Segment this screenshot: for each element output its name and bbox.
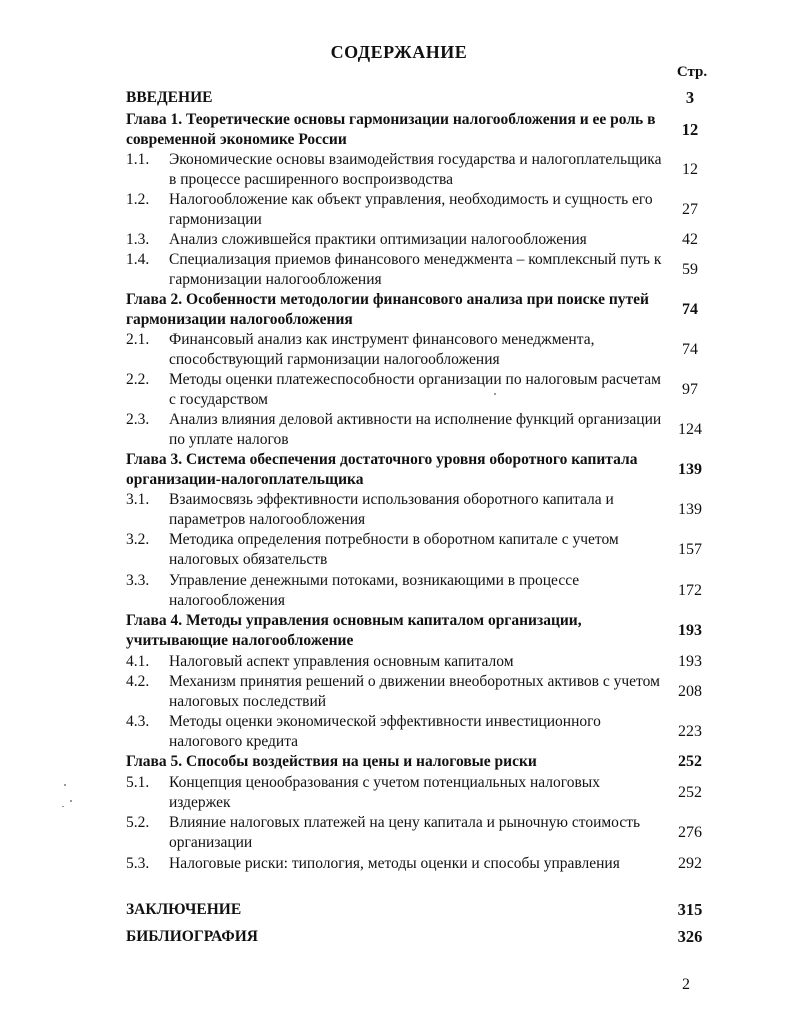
toc-entry-5-1: [126, 773, 718, 813]
toc-entry-number: 4.1.: [126, 653, 150, 670]
toc-entry-text: Анализ сложившейся практики оптимизации налогообложения: [169, 231, 587, 248]
toc-entry-text: Глава 4. Методы управления основным капиталом организации, учитывающие налогообложение: [126, 612, 582, 649]
toc-entry-chapter-2: [126, 290, 718, 330]
scan-speck: [494, 393, 496, 395]
toc-entry-chapter-1: [126, 110, 718, 150]
scan-speck: [62, 806, 64, 807]
toc-entry-page: 315: [677, 900, 703, 919]
toc-entry-3-3: [126, 571, 718, 611]
toc-entry-text: Налогообложение как объект управления, необходимость и сущность его гармонизации: [169, 191, 653, 228]
toc-entry-text: Налоговые риски: типология, методы оценки и способы управления: [169, 855, 620, 872]
toc-entry-page: 223: [678, 723, 702, 740]
toc-entry-4-3: [126, 712, 718, 752]
toc-entry-text: Управление денежными потоками, возникающими в процессе налогообложения: [169, 572, 580, 609]
toc-entry-page: 42: [682, 231, 698, 248]
toc-entry-page: 193: [678, 622, 702, 639]
toc-entry-2-1: [126, 330, 718, 370]
toc-entry-5-2: [126, 813, 718, 853]
toc-entry-page: 97: [682, 381, 698, 398]
toc-entry-1-2: [126, 190, 718, 230]
toc-entry-page: 59: [682, 261, 698, 278]
toc-entry-text: ВВЕДЕНИЕ: [126, 89, 213, 106]
toc-entry-page: 74: [682, 301, 698, 318]
toc-entry-bibliography: [126, 927, 718, 947]
toc-entry-2-3: [126, 410, 718, 450]
toc-entry-page: 139: [678, 461, 702, 478]
toc-entry-page: 208: [678, 683, 702, 700]
toc-entry-1-4: [126, 250, 718, 290]
toc-entry-page: 326: [677, 927, 703, 946]
toc-entry-text: Методика определения потребности в оборотном капитале с учетом налоговых обязательств: [169, 531, 619, 568]
toc-entry-2-2: [126, 370, 718, 410]
toc-entry-number: 1.3.: [126, 231, 150, 248]
toc-entry-number: 1.1.: [126, 151, 150, 168]
toc-entry-page: 292: [678, 855, 702, 872]
toc-entry-number: 5.1.: [126, 774, 150, 791]
toc-entry-number: 2.2.: [126, 371, 150, 388]
toc-entry-number: 2.1.: [126, 331, 150, 348]
toc-entry-page: 12: [681, 120, 699, 139]
toc-entry-number: 4.3.: [126, 713, 150, 730]
toc-entry-page: 172: [678, 582, 702, 599]
toc-entry-text: Глава 3. Система обеспечения достаточного уровня оборотного капитала организации-налогоплательщика: [126, 451, 638, 488]
toc-entry-chapter-3: [126, 450, 718, 490]
toc-entry-chapter-4: [126, 611, 718, 651]
toc-entry-text: Взаимосвязь эффективности использования оборотного капитала и параметров налогообложения: [169, 491, 614, 528]
toc-entry-number: 1.2.: [126, 191, 150, 208]
toc-entry-text: ЗАКЛЮЧЕНИЕ: [126, 901, 242, 918]
toc-entry-page: 74: [682, 341, 698, 358]
toc-entry-text: Методы оценки платежеспособности организации по налоговым расчетам с государством: [169, 371, 661, 408]
toc-entry-page: 27: [682, 201, 698, 218]
scan-speck: [70, 800, 72, 802]
toc-entry-number: 5.2.: [126, 814, 150, 831]
toc-entry-page: 157: [678, 541, 702, 558]
toc-entry-text: Глава 1. Теоретические основы гармонизации налогообложения и ее роль в современной экономике России: [126, 111, 656, 148]
toc-entry-text: Методы оценки экономической эффективности инвестиционного налогового кредита: [169, 713, 601, 750]
toc-entry-text: Налоговый аспект управления основным капиталом: [169, 653, 514, 670]
toc-entry-text: Концепция ценообразования с учетом потенциальных налоговых издержек: [169, 774, 600, 811]
toc-entry-page: 252: [678, 753, 702, 770]
toc-entry-page: 3: [685, 88, 695, 107]
toc-entry-text: Специализация приемов финансового менеджмента – комплексный путь к гармонизации налогообложения: [169, 251, 662, 288]
page-title: СОДЕРЖАНИЕ: [330, 42, 468, 62]
toc-entry-number: 4.2.: [126, 673, 150, 690]
page-column-label: Стр.: [676, 64, 708, 80]
toc-entry-4-1: [126, 652, 718, 672]
toc-entry-number: 3.3.: [126, 572, 150, 589]
scan-speck: [64, 784, 66, 786]
toc-entry-text: БИБЛИОГРАФИЯ: [126, 928, 258, 945]
toc-entry-number: 3.2.: [126, 531, 150, 548]
toc-entry-3-1: [126, 490, 718, 530]
toc-entry-page: 276: [678, 824, 702, 841]
toc-entry-page: 12: [682, 161, 698, 178]
toc-entry-number: 1.4.: [126, 251, 150, 268]
toc-entry-chapter-5: [126, 752, 718, 772]
toc-entry-5-3: [126, 854, 718, 874]
toc-entry-text: Механизм принятия решений о движении внеоборотных активов с учетом налоговых последствий: [169, 673, 660, 710]
toc-entry-number: 2.3.: [126, 411, 150, 428]
toc-entry-page: 252: [678, 784, 702, 801]
toc-entry-text: Анализ влияния деловой активности на исполнение функций организации по уплате налогов: [169, 411, 662, 448]
toc-entry-number: 3.1.: [126, 491, 150, 508]
toc-entry-page: 193: [678, 653, 702, 670]
page-number: 2: [682, 976, 690, 993]
toc-entry-conclusion: [126, 900, 718, 920]
toc-entry-text: Глава 2. Особенности методологии финансового анализа при поиске путей гармонизации налогообложения: [126, 291, 649, 328]
toc-entry-page: 139: [678, 501, 702, 518]
toc-entry-1-1: [126, 150, 718, 190]
toc-entry-1-3: [126, 230, 718, 250]
toc-entry-text: Глава 5. Способы воздействия на цены и налоговые риски: [126, 753, 537, 770]
toc-entry-4-2: [126, 672, 718, 712]
toc-entry-number: 5.3.: [126, 855, 150, 872]
toc-entry-page: 124: [678, 421, 702, 438]
toc-entry-text: Влияние налоговых платежей на цену капитала и рыночную стоимость организации: [169, 814, 641, 851]
toc-entry-intro: [126, 88, 718, 108]
toc-entry-text: Экономические основы взаимодействия государства и налогоплательщика в процессе расширенного воспроизводства: [169, 151, 662, 188]
toc-entry-3-2: [126, 530, 718, 570]
toc-entry-text: Финансовый анализ как инструмент финансового менеджмента, способствующий гармонизации налогообложения: [169, 331, 595, 368]
